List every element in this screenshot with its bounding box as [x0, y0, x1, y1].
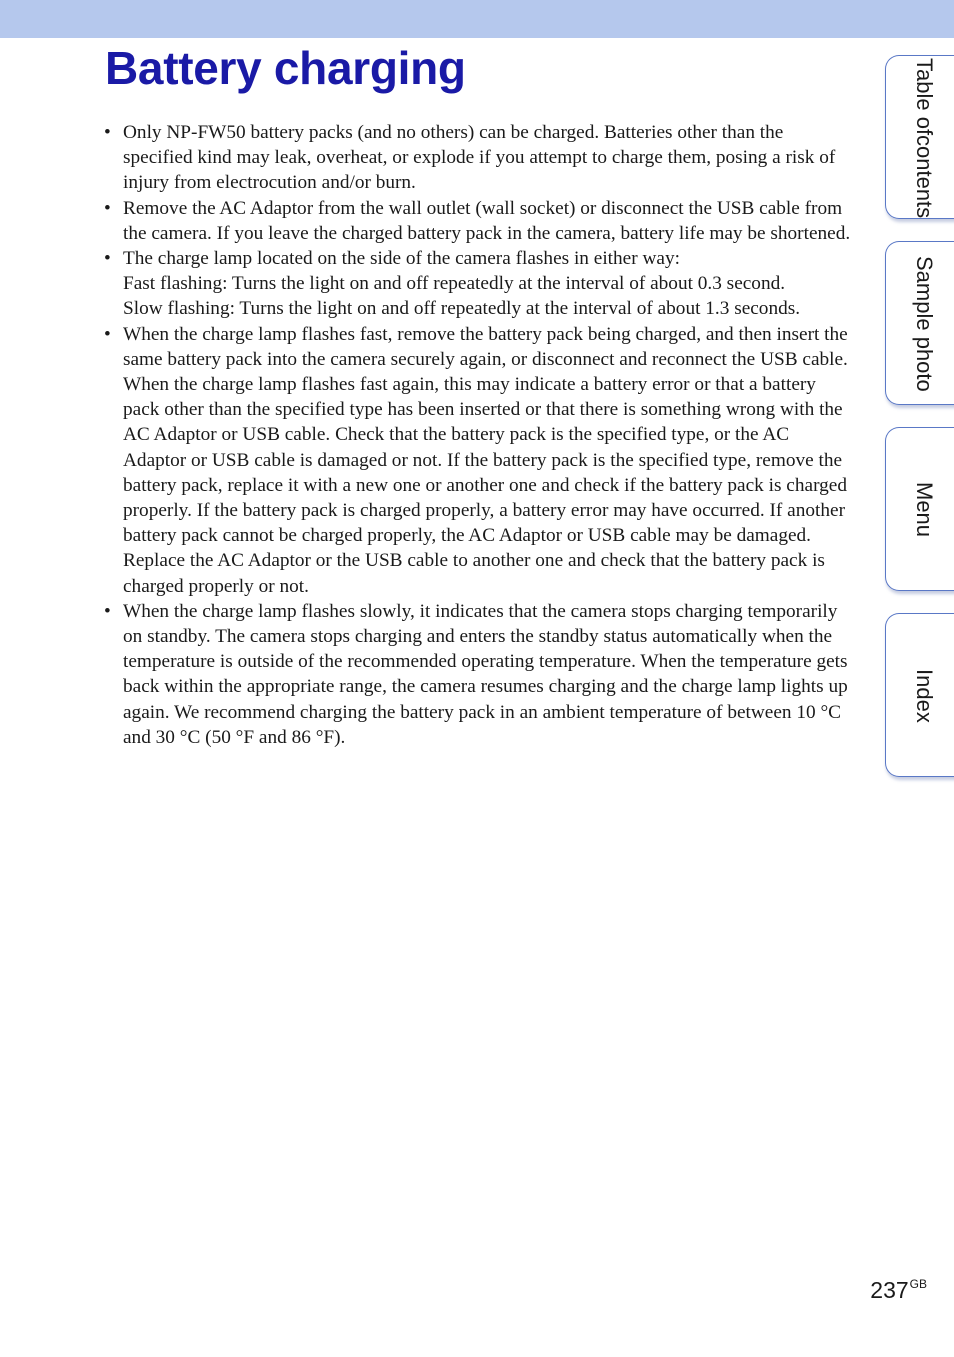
side-tab-sample-photo[interactable] — [885, 241, 954, 405]
side-tab-label — [894, 614, 954, 778]
bullet-text: When the charge lamp flashes slowly, it indicates that the camera stops charging temporarily on standby. The camera stops charging and enters the standby status automatically when the temperature is outside of the recommended operating temperature. When the temperature gets back within the appropriate range, the camera resumes charging and the charge lamp lights up again. We recommend charging the battery pack in an ambient temperature of between 10 °C and 30 °C (50 °F and 86 °F). — [123, 600, 848, 748]
page-number-suffix: GB — [909, 1277, 927, 1291]
bullet-text: Remove the AC Adaptor from the wall outlet (wall socket) or disconnect the USB cable from the camera. If you leave the charged battery pack in the camera, battery life may be shortened. — [123, 197, 851, 244]
side-tab-label-line: Index — [912, 669, 937, 723]
side-tab-label-line: Table of — [912, 57, 937, 135]
side-tab-label — [894, 428, 954, 592]
side-tab-label-line: contents — [912, 134, 937, 219]
bullet-marker: • — [104, 248, 111, 270]
list-item — [104, 196, 856, 246]
side-tab-label — [894, 56, 954, 220]
page-number-value: 237 — [870, 1277, 909, 1303]
bullet-text: Only NP-FW50 battery packs (and no others) can be charged. Batteries other than the specified kind may leak, overheat, or explode if you attempt to charge them, posing a risk of injury from electrocution and/or burn. — [123, 122, 836, 194]
list-item — [104, 322, 856, 599]
list-item — [104, 120, 856, 196]
header-band — [0, 0, 954, 38]
page-number — [870, 1277, 927, 1304]
list-item — [104, 246, 856, 322]
bullet-text: Slow flashing: Turns the light on and off repeatedly at the interval of about 1.3 seconds. — [123, 298, 801, 320]
side-tab-label-line: Menu — [912, 482, 937, 538]
bullet-text: Fast flashing: Turns the light on and off repeatedly at the interval of about 0.3 second. — [123, 273, 786, 295]
list-item — [104, 599, 856, 750]
bullet-marker: • — [104, 600, 111, 622]
bullet-marker: • — [104, 197, 111, 219]
side-tab-index[interactable] — [885, 613, 954, 777]
bullet-marker: • — [104, 122, 111, 143]
side-tab-label-line: Sample photo — [912, 256, 937, 392]
bullet-marker: • — [104, 323, 111, 345]
page-title: Battery charging — [105, 42, 466, 94]
bullet-text: When the charge lamp flashes fast, remove the battery pack being charged, and then insert the same battery pack into the camera securely again, or disconnect and reconnect the USB cable. When the charge lamp flashes fast again, this may indicate a battery error or that a battery pack other than the specified type has been inserted or that there is something wrong with the AC Adaptor or USB cable. Check that the battery pack is the specified type, or the AC Adaptor or USB cable is damaged or not. If the battery pack is the specified type, remove the battery pack, replace it with a new one or another one and check if the battery pack is charged properly. If the battery pack is charged properly, a battery error may have occurred. If another battery pack cannot be charged properly, the AC Adaptor or USB cable may be damaged. Replace the AC Adaptor or the USB cable to another one and check that the battery pack is charged properly or not. — [123, 323, 848, 597]
side-tab-table-of-contents[interactable] — [885, 55, 954, 219]
side-tab-menu[interactable] — [885, 427, 954, 591]
side-tab-label — [894, 242, 954, 406]
bullet-text: The charge lamp located on the side of the camera flashes in either way: — [123, 248, 680, 270]
bullet-list — [104, 120, 856, 750]
